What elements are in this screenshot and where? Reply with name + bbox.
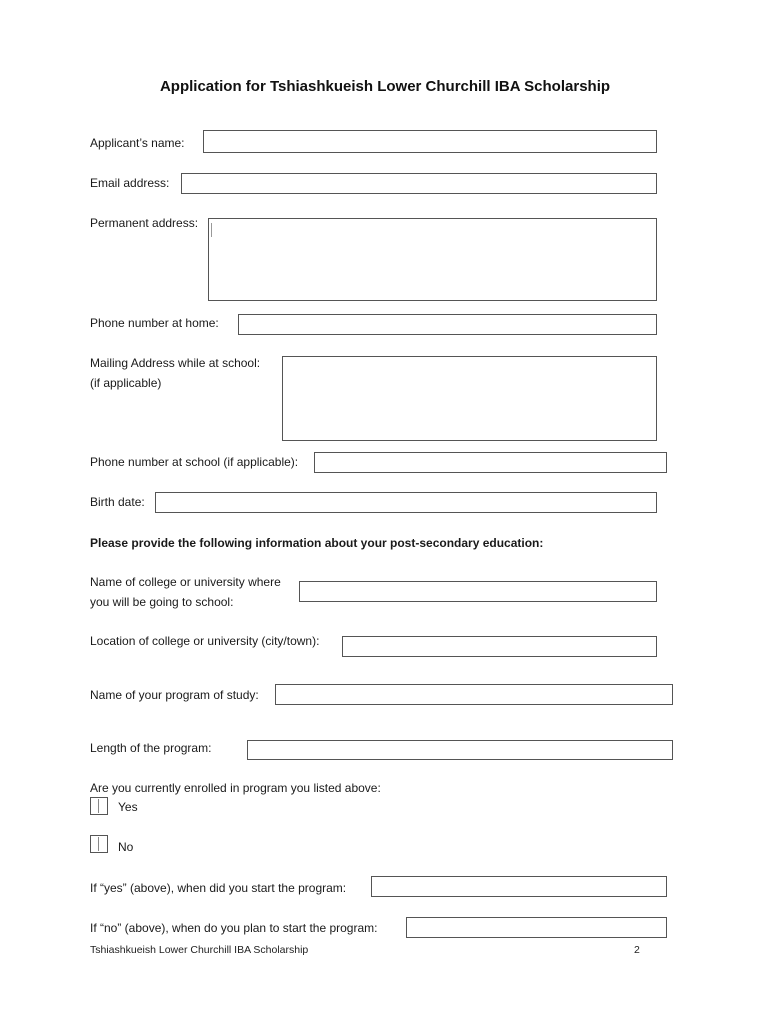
college-location-field[interactable] [342,636,657,657]
phone-school-field[interactable] [314,452,667,473]
plan-start-label: If “no” (above), when do you plan to start the program: [90,921,378,935]
applicant-name-field[interactable] [203,130,657,153]
program-name-field[interactable] [275,684,673,705]
program-length-field[interactable] [247,740,673,760]
page-number: 2 [634,944,640,956]
yes-checkbox[interactable] [90,797,108,815]
permanent-address-label: Permanent address: [90,216,199,230]
college-name-label-line1: Name of college or university where [90,575,281,589]
mailing-address-field[interactable] [282,356,657,441]
program-name-label: Name of your program of study: [90,688,259,702]
no-label: No [118,840,134,854]
enrolled-question: Are you currently enrolled in program you listed above: [90,781,381,795]
program-length-label: Length of the program: [90,741,212,755]
college-name-field[interactable] [299,581,657,602]
phone-school-label: Phone number at school (if applicable): [90,455,299,469]
phone-home-field[interactable] [238,314,657,335]
applicant-name-label: Applicant’s name: [90,136,185,150]
college-location-label: Location of college or university (city/town): [90,634,320,648]
start-date-field[interactable] [371,876,667,897]
education-heading: Please provide the following information about your post-secondary education: [90,536,544,550]
mailing-address-label: Mailing Address while at school: [90,356,261,370]
email-field[interactable] [181,173,657,194]
plan-start-field[interactable] [406,917,667,938]
page-title: Application for Tshiashkueish Lower Churchill IBA Scholarship [159,78,611,95]
permanent-address-field[interactable] [208,218,657,301]
start-date-label: If “yes” (above), when did you start the program: [90,881,347,895]
email-label: Email address: [90,176,170,190]
yes-label: Yes [118,800,138,814]
college-name-label-line2: you will be going to school: [90,595,234,609]
footer-text: Tshiashkueish Lower Churchill IBA Scholarship [90,944,309,956]
text-cursor [211,223,212,237]
no-checkbox[interactable] [90,835,108,853]
phone-home-label: Phone number at home: [90,316,219,330]
birth-date-field[interactable] [155,492,657,513]
birth-date-label: Birth date: [90,495,145,509]
mailing-address-note: (if applicable) [90,376,162,390]
